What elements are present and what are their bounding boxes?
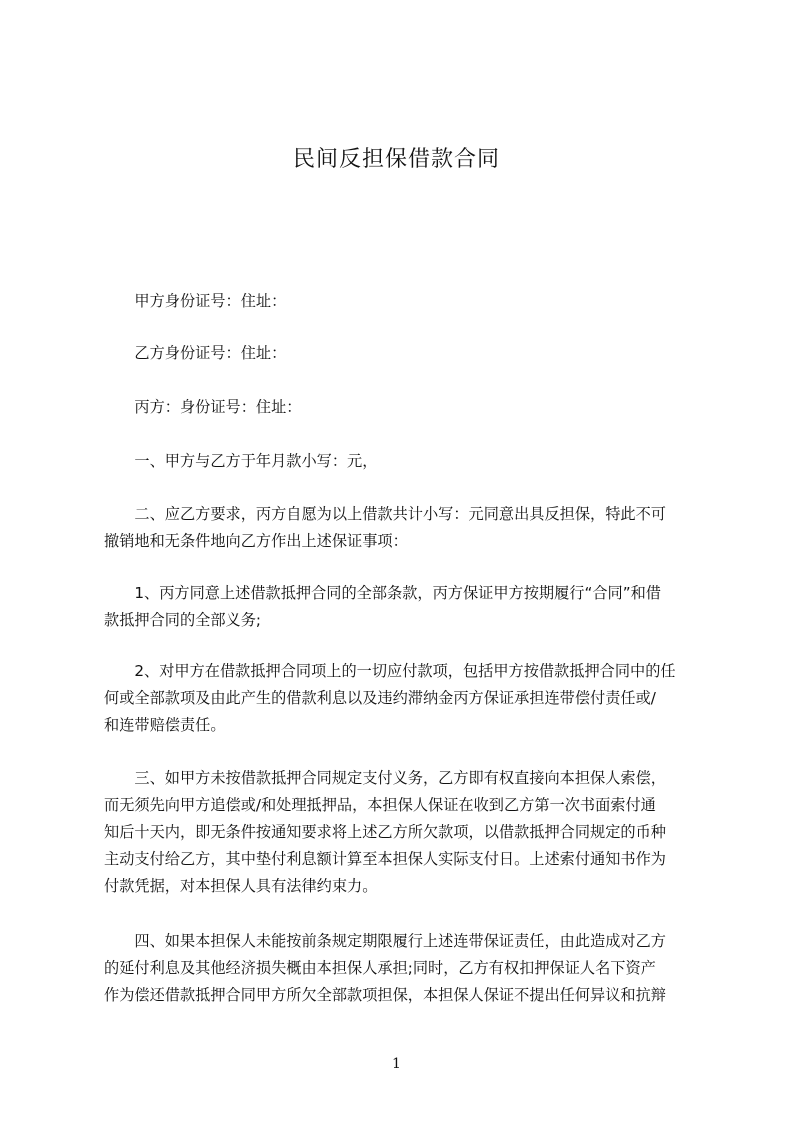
paragraph-line: 主动支付给乙方，其中垫付利息额计算至本担保人实际支付日。上述索付通知书作为 bbox=[104, 850, 666, 868]
page-number: 1 bbox=[392, 1056, 401, 1072]
paragraph-line: 一、甲方与乙方于年月款小写：元， bbox=[104, 452, 378, 470]
paragraph-line: 甲方身份证号：住址： bbox=[104, 292, 287, 310]
paragraph-line: 何或全部款项及由此产生的借款利息以及违约滞纳金丙方保证承担连带偿付责任或/ bbox=[104, 689, 656, 707]
paragraph-party-b bbox=[104, 340, 716, 367]
paragraph-clause-2 bbox=[104, 501, 716, 555]
paragraph-line: 而无须先向甲方追偿或/和处理抵押品，本担保人保证在收到乙方第一次书面索付通 bbox=[104, 796, 656, 814]
paragraph-line: 丙方：身份证号：住址： bbox=[104, 398, 302, 416]
paragraph-line: 乙方身份证号：住址： bbox=[104, 344, 287, 362]
paragraph-line: 1、丙方同意上述借款抵押合同的全部条款，丙方保证甲方按期履行“合同”和借 bbox=[104, 584, 661, 602]
paragraph-clause-1 bbox=[104, 448, 716, 475]
paragraph-line: 和连带赔偿责任。 bbox=[104, 716, 226, 734]
paragraph-line: 三、如甲方未按借款抵押合同规定支付义务，乙方即有权直接向本担保人索偿， bbox=[104, 769, 666, 787]
paragraph-line: 知后十天内，即无条件按通知要求将上述乙方所欠款项，以借款抵押合同规定的币种 bbox=[104, 823, 666, 841]
document-title: 民间反担保借款合同 bbox=[292, 147, 500, 172]
paragraph-party-c bbox=[104, 394, 716, 421]
paragraph-line: 2、对甲方在借款抵押合同项上的一切应付款项，包括甲方按借款抵押合同中的任 bbox=[104, 662, 676, 680]
paragraph-line: 的延付利息及其他经济损失概由本担保人承担;同时，乙方有权扣押保证人名下资产 bbox=[104, 959, 656, 977]
paragraph-clause-4 bbox=[104, 928, 716, 1009]
paragraph-line: 二、应乙方要求，丙方自愿为以上借款共计小写：元同意出具反担保，特此不可 bbox=[104, 505, 666, 523]
paragraph-item-1 bbox=[104, 580, 716, 634]
paragraph-line: 撤销地和无条件地向乙方作出上述保证事项： bbox=[104, 532, 408, 550]
paragraph-line: 付款凭据，对本担保人具有法律约束力。 bbox=[104, 877, 378, 895]
paragraph-line: 作为偿还借款抵押合同甲方所欠全部款项担保，本担保人保证不提出任何异议和抗辩 bbox=[104, 986, 666, 1004]
paragraph-line: 四、如果本担保人未能按前条规定期限履行上述连带保证责任，由此造成对乙方 bbox=[104, 932, 666, 950]
paragraph-party-a bbox=[104, 288, 716, 315]
paragraph-clause-3 bbox=[104, 765, 716, 900]
paragraph-line: 款抵押合同的全部义务; bbox=[104, 611, 261, 629]
paragraph-item-2 bbox=[104, 658, 716, 739]
